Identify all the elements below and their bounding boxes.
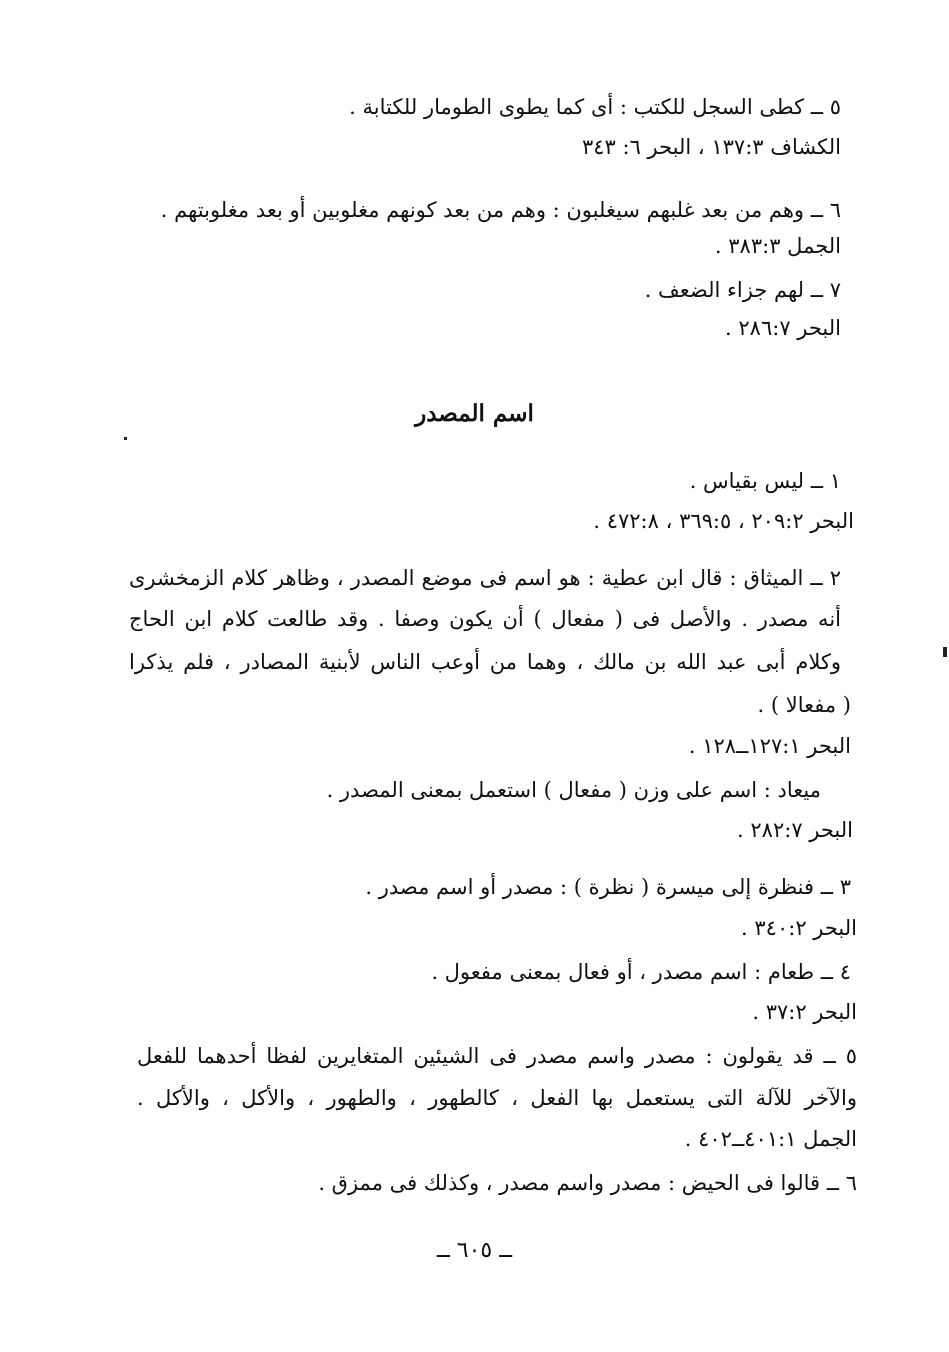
masdar-entry-2-sub-text: ميعاد : اسم على وزن ( مفعال ) استعمل بمعنى المصدر .	[326, 778, 821, 802]
masdar-entry-3-text: ٣ ــ فنظرة إلى ميسرة ( نظرة ) : مصدر أو اسم مصدر .	[365, 875, 851, 899]
masdar-entry-4-reference: البحر ٣٧:٢ .	[752, 1000, 857, 1024]
masdar-entry-2-line-4: ( مفعالا ) .	[757, 693, 851, 717]
page-number: ــ ٦٠٥ ــ	[436, 1238, 513, 1263]
masdar-entry-2-line-2: أنه مصدر . والأصل فى ( مفعال ) أن يكون وصفا . وقد طالعت كلام ابن الحاج	[129, 607, 841, 631]
section-heading: اسم المصدر	[415, 400, 534, 427]
masdar-entry-5-reference: الجمل ٤٠١:١ــ٤٠٢ .	[684, 1127, 857, 1151]
entry-6-reference: الجمل ٣٨٣:٣ .	[714, 234, 841, 258]
masdar-entry-2-line-1: ٢ ــ الميثاق : قال ابن عطية : هو اسم فى موضع المصدر ، وظاهر كلام الزمخشرى	[129, 566, 841, 590]
entry-5-reference: الكشاف ١٣٧:٣ ، البحر ٦: ٣٤٣	[581, 135, 841, 159]
masdar-entry-3-reference: البحر ٣٤٠:٢ .	[741, 916, 857, 940]
masdar-entry-5-line-2: والآخر للآلة التى يستعمل بها الفعل ، كالطهور ، والطهور ، والأكل ، والأكل .	[137, 1086, 857, 1110]
masdar-entry-2-reference: البحر ١٢٧:١ــ١٢٨ .	[688, 734, 851, 758]
masdar-entry-1-reference: البحر ٢٠٩:٢ ، ٣٦٩:٥ ، ٤٧٢:٨ .	[593, 509, 854, 533]
entry-7-reference: البحر ٢٨٦:٧ .	[725, 316, 841, 340]
masdar-entry-2-sub-reference: البحر ٢٨٢:٧ .	[737, 818, 853, 842]
masdar-entry-1-text: ١ ــ ليس بقياس .	[689, 469, 841, 493]
entry-5-text: ٥ ــ كطى السجل للكتب : أى كما يطوى الطومار للكتابة .	[349, 95, 841, 119]
scan-speck	[124, 437, 127, 440]
entry-7-text: ٧ ــ لهم جزاء الضعف .	[644, 278, 841, 302]
masdar-entry-5-line-1: ٥ ــ قد يقولون : مصدر واسم مصدر فى الشيئين المتغايرين لفظا أحدهما للفعل	[137, 1044, 857, 1068]
scan-speck	[943, 647, 947, 657]
masdar-entry-6-text: ٦ ــ قالوا فى الحيض : مصدر واسم مصدر ، وكذلك فى ممزق .	[318, 1171, 857, 1195]
masdar-entry-2-line-3: وكلام أبى عبد الله بن مالك ، وهما من أوعب الناس لأبنية المصادر ، فلم يذكرا	[129, 650, 841, 674]
entry-6-text: ٦ ــ وهم من بعد غلبهم سيغلبون : وهم من بعد كونهم مغلوبين أو بعد مغلوبتهم .	[160, 198, 841, 222]
masdar-entry-4-text: ٤ ــ طعام : اسم مصدر ، أو فعال بمعنى مفعول .	[431, 960, 851, 984]
